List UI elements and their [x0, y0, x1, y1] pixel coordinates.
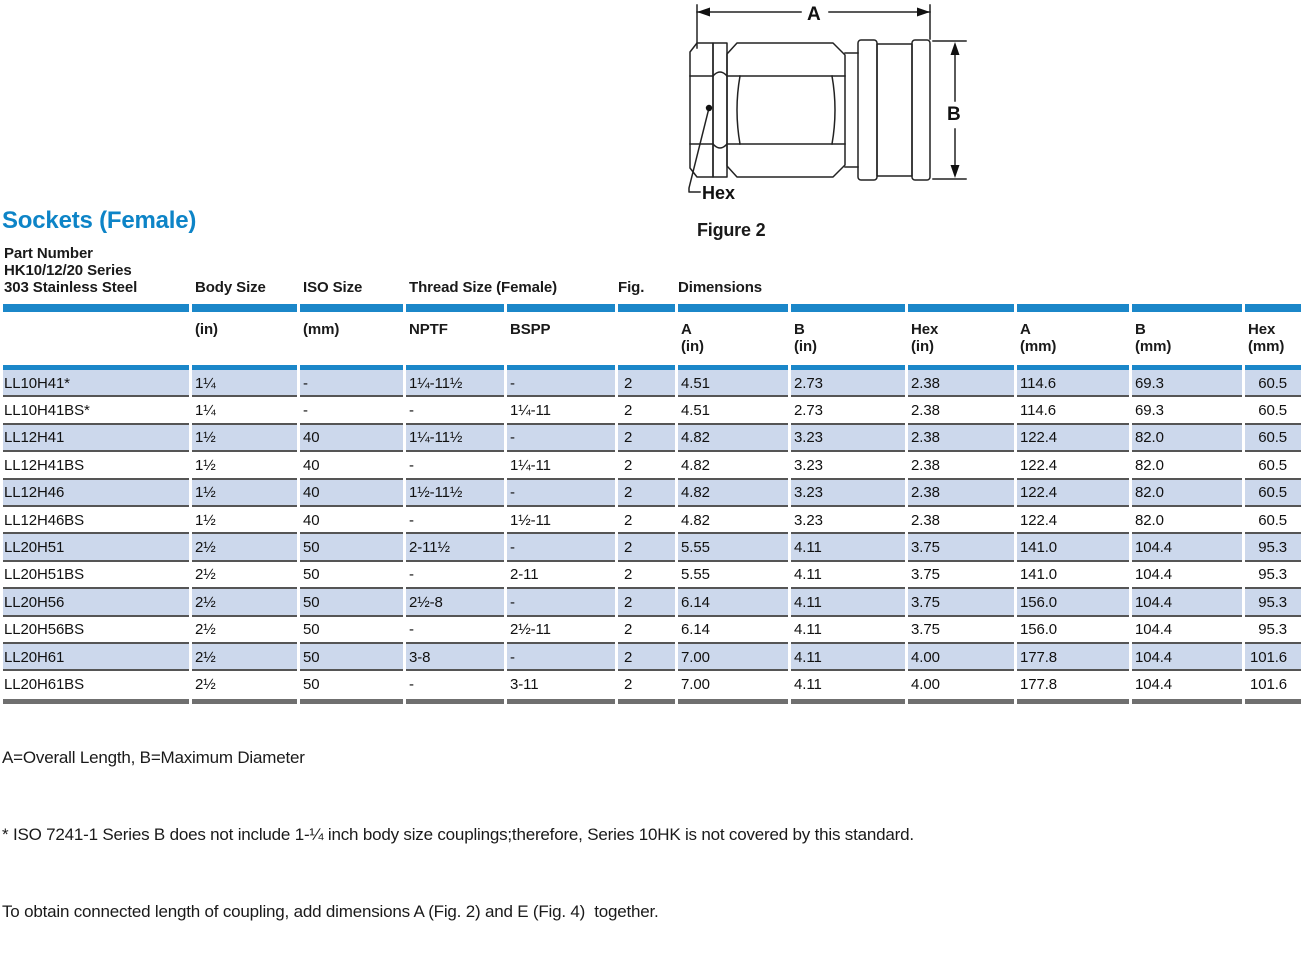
cell-body-in: 1½: [192, 507, 297, 534]
cell-iso-mm: -: [300, 397, 403, 424]
col-header-thread-size: Thread Size (Female): [409, 279, 558, 296]
table-body: [3, 370, 1301, 699]
cell-b-in: 3.23: [791, 507, 905, 534]
cell-bspp: 1½-11: [507, 507, 615, 534]
cell-hex-in: 2.38: [908, 397, 1014, 424]
cell-a-mm: 122.4: [1017, 507, 1129, 534]
cell-nptf: 3-8: [406, 644, 504, 671]
sockets-spec-table: [0, 245, 1304, 704]
cell-fig: 2: [618, 534, 675, 561]
cell-b-in: 4.11: [791, 644, 905, 671]
cell-a-mm: 122.4: [1017, 452, 1129, 479]
cell-body-in: 1½: [192, 480, 297, 507]
cell-hex-in: 2.38: [908, 452, 1014, 479]
cell-iso-mm: 40: [300, 480, 403, 507]
cell-hex-mm: 60.5: [1245, 397, 1301, 424]
cell-body-in: 2½: [195, 675, 216, 693]
cell-body-in: 2½: [192, 617, 297, 644]
cell-hex-in: 2.38: [908, 425, 1014, 452]
cell-hex-in: 2.38: [908, 370, 1014, 397]
cell-nptf: 2½-8: [406, 589, 504, 616]
cell-nptf: -: [406, 507, 504, 534]
footnote-legend: A=Overall Length, B=Maximum Diameter: [2, 747, 305, 767]
cell-part: LL20H61BS: [4, 675, 84, 693]
cell-b-in: 4.11: [794, 675, 822, 693]
cell-fig: 2: [618, 452, 675, 479]
hex-leader-line: [689, 108, 709, 192]
cell-a-in: 4.82: [678, 425, 788, 452]
cell-b-in: 4.11: [791, 589, 905, 616]
subheader-a-mm: A (mm): [1020, 321, 1057, 355]
cell-nptf: 1¼-11½: [406, 370, 504, 397]
cell-hex-mm: 95.3: [1245, 534, 1301, 561]
cell-iso-mm: 50: [300, 534, 403, 561]
cell-nptf: -: [406, 397, 504, 424]
cell-hex-in: 3.75: [908, 562, 1014, 589]
cell-body-in: 1½: [192, 425, 297, 452]
cell-hex-in: 2.38: [908, 480, 1014, 507]
cell-a-in: 4.82: [678, 452, 788, 479]
cell-b-in: 3.23: [791, 480, 905, 507]
subheader-bspp: BSPP: [510, 321, 551, 338]
cell-part: LL10H41*: [3, 370, 189, 397]
footnotes: [2, 693, 914, 977]
table-row: [3, 452, 1301, 479]
subheader-body-in: (in): [195, 321, 218, 338]
cell-body-in: 1¼: [192, 370, 297, 397]
cell-bspp: -: [507, 644, 615, 671]
cell-hex-in: 2.38: [908, 507, 1014, 534]
table-row: [3, 644, 1301, 671]
rule-segment: [1245, 304, 1301, 312]
subheader-b-mm: B (mm): [1135, 321, 1172, 355]
rule-segment: [908, 304, 1014, 312]
cell-body-in: 1½: [192, 452, 297, 479]
table-row: [3, 480, 1301, 507]
cell-hex-mm: 60.5: [1245, 452, 1301, 479]
cell-iso-mm: 50: [300, 562, 403, 589]
table-row: [3, 589, 1301, 616]
cell-b-mm: 82.0: [1132, 480, 1242, 507]
cell-b-mm: 104.4: [1132, 644, 1242, 671]
cell-part: LL20H56: [3, 589, 189, 616]
cell-iso-mm: 50: [300, 617, 403, 644]
subheader-blank: [618, 312, 675, 365]
cell-nptf: -: [409, 675, 414, 693]
arrow-down-icon: [951, 165, 960, 178]
table-row: [3, 370, 1301, 397]
cell-fig: 2: [618, 644, 675, 671]
col-header-dimensions: Dimensions: [678, 279, 763, 296]
cell-hex-in: 3.75: [908, 589, 1014, 616]
cell-b-mm: 104.4: [1132, 589, 1242, 616]
cell-hex-mm: 101.6: [1250, 675, 1288, 693]
cell-a-mm: 141.0: [1017, 562, 1129, 589]
cell-fig: 2: [618, 480, 675, 507]
cell-fig: 2: [618, 617, 675, 644]
cell-nptf: -: [406, 617, 504, 644]
cell-bspp: 2½-11: [507, 617, 615, 644]
cell-a-in: 7.00: [678, 644, 788, 671]
cell-a-mm: 114.6: [1017, 370, 1129, 397]
cell-nptf: 1¼-11½: [406, 425, 504, 452]
rule-segment: [3, 304, 189, 312]
cell-b-mm: 82.0: [1132, 425, 1242, 452]
rule-segment: [1017, 699, 1129, 704]
arrow-right-icon: [917, 8, 930, 17]
rule-segment: [300, 304, 403, 312]
sleeve-right-rim: [912, 40, 930, 180]
cell-bspp: -: [507, 480, 615, 507]
cell-a-mm: 114.6: [1017, 397, 1129, 424]
cell-hex-in: 4.00: [908, 644, 1014, 671]
subheader-a-in: A (in): [681, 321, 704, 355]
cell-hex-mm: 101.6: [1245, 644, 1301, 671]
header-rule-blue: [3, 304, 1301, 312]
cell-iso-mm: -: [300, 370, 403, 397]
cell-part: LL12H41BS: [3, 452, 189, 479]
cell-fig: 2: [618, 507, 675, 534]
subheader-b-in: B (in): [794, 321, 817, 355]
cell-fig: 2: [624, 675, 633, 693]
cell-hex-in: 3.75: [908, 617, 1014, 644]
cell-a-mm: 122.4: [1017, 425, 1129, 452]
cell-a-mm: 141.0: [1017, 534, 1129, 561]
rule-segment: [618, 304, 675, 312]
sub-header-row: [3, 312, 1301, 365]
rule-segment: [406, 304, 504, 312]
hex-label: Hex: [702, 183, 736, 203]
col-header-body-size: Body Size: [195, 279, 266, 296]
cell-iso-mm: 40: [300, 507, 403, 534]
socket-coupling-diagram: [683, 2, 983, 217]
cell-bspp: 1¼-11: [507, 452, 615, 479]
cell-b-in: 4.11: [791, 617, 905, 644]
leader-dot: [706, 105, 712, 111]
cell-part: LL12H46BS: [3, 507, 189, 534]
cell-b-in: 3.23: [791, 425, 905, 452]
cell-a-in: 7.00: [681, 675, 710, 693]
table-row: [3, 617, 1301, 644]
table-row: [3, 562, 1301, 589]
col-header-iso-size: ISO Size: [303, 279, 363, 296]
cell-body-in: 2½: [192, 562, 297, 589]
cell-hex-mm: 60.5: [1245, 370, 1301, 397]
cell-bspp: -: [507, 589, 615, 616]
cell-a-in: 6.14: [678, 617, 788, 644]
cell-b-in: 2.73: [791, 370, 905, 397]
rule-segment: [1017, 304, 1129, 312]
cell-a-in: 4.82: [678, 480, 788, 507]
table-row: [3, 425, 1301, 452]
cell-part: LL20H51BS: [3, 562, 189, 589]
cell-b-in: 2.73: [791, 397, 905, 424]
cell-body-in: 2½: [192, 534, 297, 561]
cell-a-in: 4.51: [678, 397, 788, 424]
cell-bspp: -: [507, 370, 615, 397]
cell-iso-mm: 50: [303, 675, 320, 693]
cell-fig: 2: [618, 589, 675, 616]
cell-b-mm: 104.4: [1132, 562, 1242, 589]
arrow-left-icon: [697, 8, 710, 17]
subheader-nptf: NPTF: [409, 321, 448, 338]
cell-a-mm: 177.8: [1020, 675, 1058, 693]
cell-fig: 2: [618, 425, 675, 452]
cell-bspp: 1¼-11: [507, 397, 615, 424]
cell-a-mm: 156.0: [1017, 617, 1129, 644]
cell-part: LL10H41BS*: [3, 397, 189, 424]
cell-nptf: 1½-11½: [406, 480, 504, 507]
subheader-blank: [3, 312, 189, 365]
cell-nptf: 2-11½: [406, 534, 504, 561]
sleeve-middle: [877, 44, 912, 176]
cell-hex-in: 3.75: [908, 534, 1014, 561]
sleeve-left-rim: [858, 40, 877, 180]
cell-body-in: 2½: [192, 644, 297, 671]
rule-segment: [678, 304, 788, 312]
footnote-connected-length: To obtain connected length of coupling, add dimensions A (Fig. 2) and E (Fig. 4) together.: [2, 902, 659, 922]
cell-fig: 2: [618, 562, 675, 589]
cell-a-in: 4.82: [678, 507, 788, 534]
cell-b-mm: 82.0: [1132, 452, 1242, 479]
cell-b-in: 3.23: [791, 452, 905, 479]
cell-b-mm: 104.4: [1135, 675, 1173, 693]
rule-segment: [1132, 304, 1242, 312]
cell-a-in: 5.55: [678, 562, 788, 589]
cell-a-mm: 122.4: [1017, 480, 1129, 507]
cell-a-mm: 156.0: [1017, 589, 1129, 616]
cell-b-mm: 69.3: [1132, 397, 1242, 424]
cell-b-mm: 104.4: [1132, 617, 1242, 644]
footnote-iso: * ISO 7241-1 Series B does not include 1-¼ inch body size couplings;therefore, Series 10HK is not covered by this standard.: [2, 824, 914, 844]
subheader-hex-in: Hex (in): [911, 321, 939, 355]
ring-strip: [713, 43, 727, 177]
table-row: [3, 397, 1301, 424]
dim-b-label: B: [947, 104, 961, 125]
cell-b-in: 4.11: [791, 534, 905, 561]
cell-hex-in: 4.00: [911, 675, 940, 693]
cell-part: LL12H46: [3, 480, 189, 507]
figure-caption: Figure 2: [697, 220, 766, 240]
page-title: Sockets (Female): [2, 207, 197, 234]
cell-a-in: 5.55: [678, 534, 788, 561]
rule-segment: [1245, 699, 1301, 704]
cell-hex-mm: 95.3: [1245, 617, 1301, 644]
rule-segment: [1132, 699, 1242, 704]
cell-b-in: 4.11: [791, 562, 905, 589]
cell-bspp: 2-11: [507, 562, 615, 589]
group-header-row: [3, 245, 1301, 304]
cell-a-in: 4.51: [678, 370, 788, 397]
subheader-hex-mm: Hex (mm): [1248, 321, 1285, 355]
subheader-iso-mm: (mm): [303, 321, 340, 338]
table-row: [3, 507, 1301, 534]
cell-iso-mm: 40: [300, 425, 403, 452]
table-row: [3, 534, 1301, 561]
cell-bspp: -: [507, 425, 615, 452]
cell-part: LL20H51: [3, 534, 189, 561]
cell-part: LL12H41: [3, 425, 189, 452]
cell-part: LL20H61: [3, 644, 189, 671]
cell-hex-mm: 95.3: [1245, 589, 1301, 616]
cell-bspp: -: [507, 534, 615, 561]
cell-hex-mm: 60.5: [1245, 425, 1301, 452]
cell-fig: 2: [618, 370, 675, 397]
cell-part: LL20H56BS: [3, 617, 189, 644]
arrow-up-icon: [951, 42, 960, 55]
cell-hex-mm: 60.5: [1245, 507, 1301, 534]
cell-b-mm: 104.4: [1132, 534, 1242, 561]
rule-segment: [507, 304, 615, 312]
cell-b-mm: 82.0: [1132, 507, 1242, 534]
cell-iso-mm: 50: [300, 589, 403, 616]
cell-b-mm: 69.3: [1132, 370, 1242, 397]
cell-iso-mm: 50: [300, 644, 403, 671]
col-header-part-number: Part Number HK10/12/20 Series 303 Stainless Steel: [4, 245, 138, 296]
cell-hex-mm: 95.3: [1245, 562, 1301, 589]
cell-a-in: 6.14: [678, 589, 788, 616]
dim-a-label: A: [807, 4, 821, 25]
col-header-fig: Fig.: [618, 279, 645, 296]
cell-a-mm: 177.8: [1017, 644, 1129, 671]
cell-body-in: 2½: [192, 589, 297, 616]
figure-2-drawing: [683, 2, 983, 217]
rule-segment: [192, 304, 297, 312]
rule-segment: [791, 304, 905, 312]
hex-body-outline: [727, 43, 845, 177]
rule-segment: [908, 699, 1014, 704]
cell-nptf: -: [406, 562, 504, 589]
cell-nptf: -: [406, 452, 504, 479]
cell-hex-mm: 60.5: [1245, 480, 1301, 507]
cell-body-in: 1¼: [192, 397, 297, 424]
cell-iso-mm: 40: [300, 452, 403, 479]
cell-bspp: 3-11: [510, 675, 539, 693]
cell-fig: 2: [618, 397, 675, 424]
